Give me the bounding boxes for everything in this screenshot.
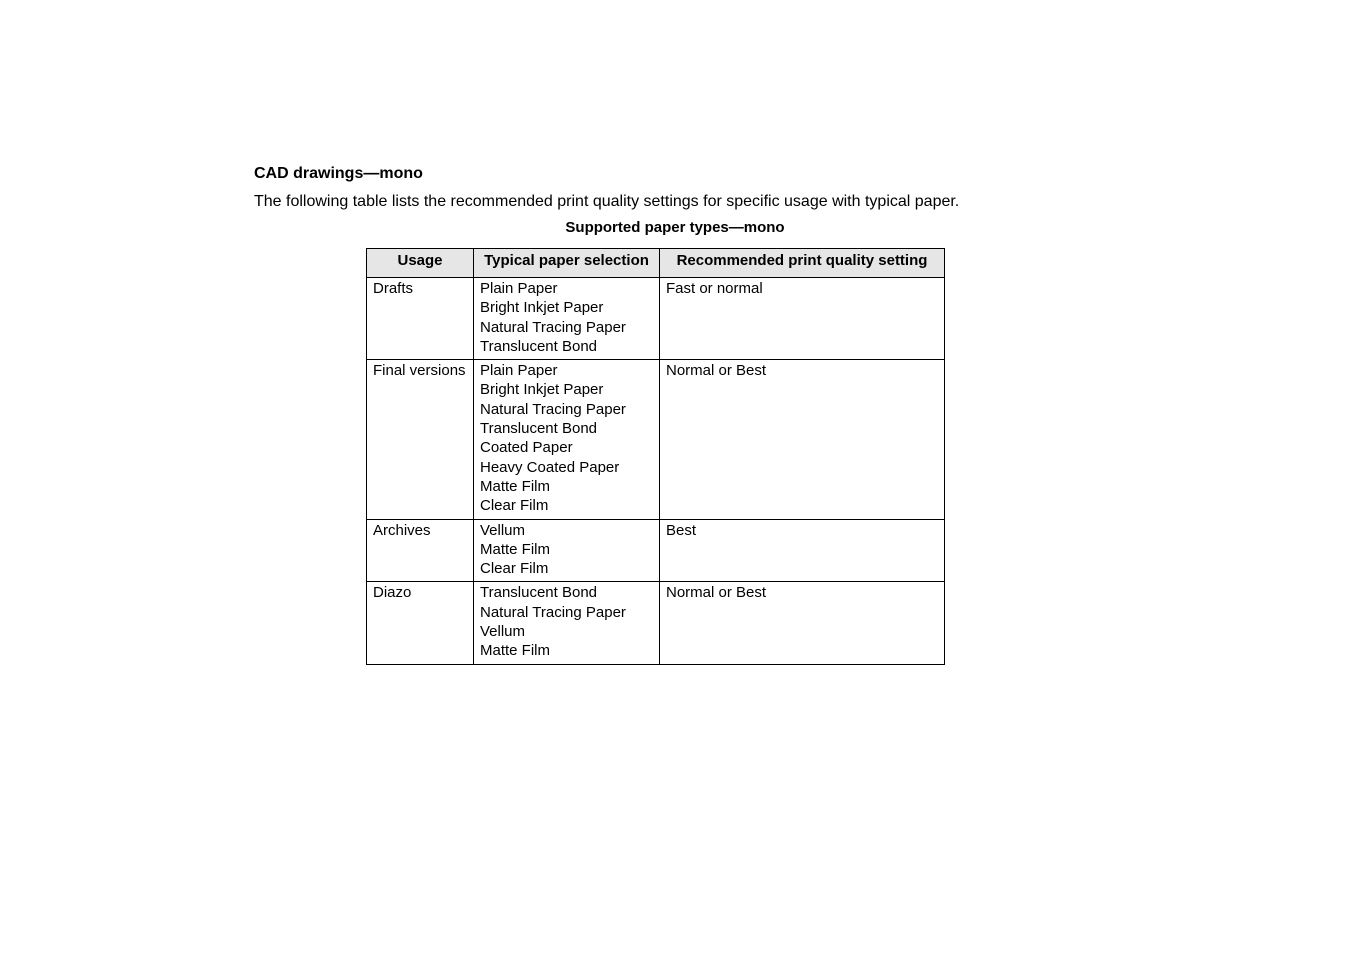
header-quality-setting: Recommended print quality setting [660, 249, 945, 278]
paper-item: Natural Tracing Paper [480, 603, 626, 621]
usage-cell: Diazo [367, 582, 474, 664]
table-caption: Supported paper types—mono [565, 219, 785, 236]
paper-item: Translucent Bond [480, 337, 598, 355]
paper-cell [474, 519, 660, 582]
paper-item: Plain Paper [480, 362, 558, 380]
paper-item: Natural Tracing Paper [480, 400, 626, 418]
usage-cell: Archives [367, 519, 474, 582]
paper-types-table [366, 248, 945, 665]
paper-item: Bright Inkjet Paper [480, 299, 604, 317]
paper-item: Coated Paper [480, 439, 573, 457]
paper-cell [474, 582, 660, 664]
usage-cell: Drafts [367, 278, 474, 360]
paper-item: Plain Paper [480, 280, 558, 297]
paper-item: Heavy Coated Paper [480, 458, 620, 476]
usage-cell: Final versions [367, 360, 474, 519]
paper-item: Clear Film [480, 560, 549, 578]
paper-item: Vellum [480, 623, 526, 641]
table-row [367, 278, 945, 360]
table-row [367, 582, 945, 664]
table-header-row [367, 249, 945, 278]
quality-cell: Best [660, 519, 945, 582]
section-heading: CAD drawings—mono [254, 165, 423, 182]
paper-item: Natural Tracing Paper [480, 318, 626, 336]
table-row [367, 519, 945, 582]
paper-item: Clear Film [480, 497, 549, 515]
paper-cell [474, 278, 660, 360]
paper-item: Translucent Bond [480, 584, 598, 602]
paper-item: Translucent Bond [480, 420, 598, 438]
header-usage: Usage [367, 249, 474, 278]
paper-item: Matte Film [480, 642, 551, 660]
table-row [367, 360, 945, 519]
paper-item: Matte Film [480, 540, 551, 558]
paper-cell [474, 360, 660, 519]
quality-cell: Normal or Best [660, 360, 945, 519]
quality-cell: Fast or normal [660, 278, 945, 360]
header-typical-paper: Typical paper selection [474, 249, 660, 278]
intro-paragraph: The following table lists the recommended print quality settings for specific usage with typical paper. [254, 193, 960, 210]
paper-item: Vellum [480, 521, 526, 539]
paper-item: Bright Inkjet Paper [480, 381, 604, 399]
paper-item: Matte Film [480, 477, 551, 495]
quality-cell: Normal or Best [660, 582, 945, 664]
